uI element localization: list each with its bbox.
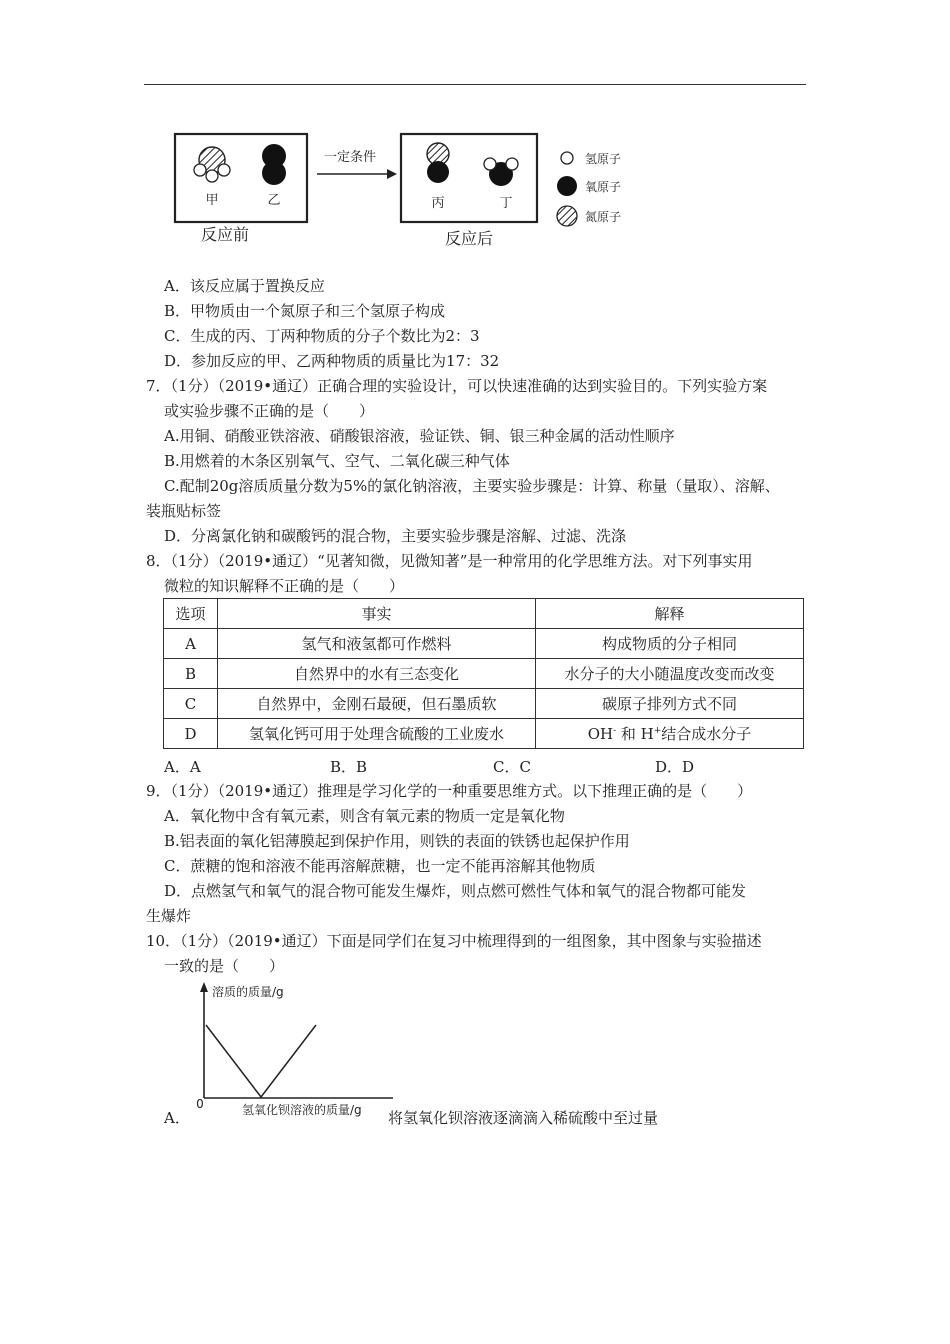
table-row <box>164 689 804 719</box>
oxygen-atom <box>427 161 449 183</box>
oxygen-atom <box>262 161 286 185</box>
x-axis-label: 氢氧化钡溶液的质量/g <box>242 1103 362 1117</box>
table-cell: 氢气和液氢都可作燃料 <box>218 629 536 659</box>
table-header: 解释 <box>536 599 804 629</box>
reaction-diagram <box>165 126 645 256</box>
origin-label: 0 <box>196 1097 204 1111</box>
table-cell: 自然界中，金刚石最硬，但石墨质软 <box>218 689 536 719</box>
header-rule <box>144 84 806 85</box>
ion-oh: OH <box>587 725 614 743</box>
arrow-condition: 一定条件 <box>323 150 377 165</box>
label-yi: 乙 <box>267 193 281 208</box>
hydrogen-atom <box>194 164 206 176</box>
table-row <box>164 719 804 749</box>
table-cell: 水分子的大小随温度改变而改变 <box>536 659 804 689</box>
hydrogen-atom <box>484 158 496 170</box>
table-cell: B <box>164 659 218 689</box>
table-cell: A <box>164 629 218 659</box>
table-cell: 构成物质的分子相同 <box>536 629 804 659</box>
q9-option-d: D．点燃氢气和氧气的混合物可能发生爆炸，则点燃可燃性气体和氧气的混合物都可能发 <box>164 882 747 900</box>
q7-option-d: D．分离氯化钠和碳酸钙的混合物，主要实验步骤是溶解、过滤、洗涤 <box>164 527 627 545</box>
legend-nitrogen: 氮原子 <box>585 210 622 224</box>
q9-option-d-cont: 生爆炸 <box>146 907 192 925</box>
q6-option-d: D．参加反应的甲、乙两种物质的质量比为17：32 <box>164 352 500 370</box>
q10-stem-cont: 一致的是（ ） <box>164 957 285 975</box>
ion-h: 和 H <box>616 725 654 743</box>
label-after: 反应后 <box>444 229 494 248</box>
table-row <box>164 629 804 659</box>
q7-option-c: C.配制20g溶质质量分数为5%的氯化钠溶液，主要实验步骤是：计算、称量（量取）、溶解、 <box>164 477 780 495</box>
label-ding: 丁 <box>499 196 513 211</box>
q10-option-a-desc: 将氢氧化钡溶液逐滴滴入稀硫酸中至过量 <box>388 1109 659 1127</box>
table-cell: 碳原子排列方式不同 <box>536 689 804 719</box>
label-bing: 丙 <box>431 196 445 211</box>
q10-stem: 10．（1分）（2019•通辽）下面是同学们在复习中梳理得到的一组图象，其中图象与实验描述 <box>146 932 762 950</box>
q8-answer-d: D．D <box>655 758 695 776</box>
table-header: 选项 <box>164 599 218 629</box>
q8-answer-a: A．A <box>164 758 201 776</box>
q7-option-a: A.用铜、硝酸亚铁溶液、硝酸银溶液，验证铁、铜、银三种金属的活动性顺序 <box>164 427 675 445</box>
table-cell: 自然界中的水有三态变化 <box>218 659 536 689</box>
q9-option-a: A．氧化物中含有氧元素，则含有氧元素的物质一定是氧化物 <box>164 807 565 825</box>
y-axis-arrow <box>200 982 208 992</box>
q7-option-c-cont: 装瓶贴标签 <box>146 502 222 520</box>
q8-answer-b: B．B <box>330 758 368 776</box>
q7-option-b: B.用燃着的木条区别氧气、空气、二氧化碳三种气体 <box>164 452 510 470</box>
hydrogen-atom <box>206 170 218 182</box>
table-cell: C <box>164 689 218 719</box>
q10-option-a-letter: A． <box>164 1109 190 1127</box>
q6-option-c: C．生成的丙、丁两种物质的分子个数比为2：3 <box>164 327 480 345</box>
q8-stem: 8．（1分）（2019•通辽）“见著知微，见微知著”是一种常用的化学思维方法。对下列事实用 <box>146 552 753 570</box>
q6-option-a: A．该反应属于置换反应 <box>164 277 325 295</box>
q7-stem: 7．（1分）（2019•通辽）正确合理的实验设计，可以快速准确的达到实验目的。下列实验方案 <box>146 377 768 395</box>
before-box <box>175 134 307 222</box>
legend-hydrogen: 氢原子 <box>585 152 622 166</box>
q8-stem-cont: 微粒的知识解释不正确的是（ ） <box>164 577 405 595</box>
q6-option-b: B．甲物质由一个氮原子和三个氢原子构成 <box>164 302 446 320</box>
q9-stem: 9．（1分）（2019•通辽）推理是学习化学的一种重要思维方式。以下推理正确的是（ ） <box>146 782 753 800</box>
y-axis-label: 溶质的质量/g <box>212 985 284 999</box>
legend-nitrogen-icon <box>557 206 577 226</box>
series-line <box>206 1025 316 1097</box>
legend-oxygen: 氧原子 <box>585 180 622 194</box>
q9-option-b: B.铝表面的氧化铝薄膜起到保护作用，则铁的表面的铁锈也起保护作用 <box>164 832 630 850</box>
q10-graph-a <box>188 980 398 1120</box>
table-header-row <box>164 599 804 629</box>
arrow-head <box>387 169 397 179</box>
q8-answer-c: C．C <box>493 758 531 776</box>
after-box <box>401 134 537 222</box>
charge-minus: - <box>613 726 617 736</box>
label-jia: 甲 <box>205 193 219 208</box>
q7-stem-cont: 或实验步骤不正确的是（ ） <box>164 402 375 420</box>
table-header: 事实 <box>218 599 536 629</box>
explanation-tail: 结合成水分子 <box>661 725 752 743</box>
label-before: 反应前 <box>200 225 250 244</box>
table-cell <box>536 719 804 749</box>
hydrogen-atom <box>218 164 230 176</box>
legend-hydrogen-icon <box>561 152 573 164</box>
table-cell: D <box>164 719 218 749</box>
q9-option-c: C．蔗糖的饱和溶液不能再溶解蔗糖，也一定不能再溶解其他物质 <box>164 857 596 875</box>
charge-plus: + <box>653 726 662 736</box>
legend-oxygen-icon <box>557 176 577 196</box>
q8-table <box>163 598 804 749</box>
table-row <box>164 659 804 689</box>
hydrogen-atom <box>506 158 518 170</box>
table-cell: 氢氧化钙可用于处理含硫酸的工业废水 <box>218 719 536 749</box>
